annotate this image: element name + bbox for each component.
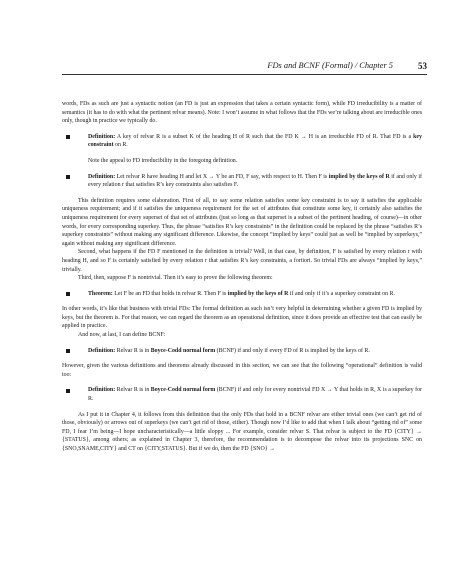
definition-label: Definition: <box>88 173 116 180</box>
definition-label: Definition: <box>88 133 116 140</box>
theorem <box>62 290 422 299</box>
definition-text: (BCNF) if and only if every FD of R is implied by the keys of R. <box>215 347 370 354</box>
definition-text: Let relvar R have heading H and let X → Y be an FD, F say, with respect to H. Then F is <box>116 173 329 180</box>
note-paragraph: Note the appeal to FD irreducibility in the foregoing definition. <box>88 157 238 164</box>
theorem-term: implied by the keys of R <box>227 290 289 297</box>
definition-bcnf-operational <box>62 386 422 403</box>
definition-term: Boyce-Codd normal form <box>150 347 216 354</box>
header-title: FDs and BCNF (Formal) / Chapter 5 <box>267 61 393 70</box>
definition-term: implied by the keys of R <box>328 173 390 180</box>
definition-text: Relvar R is in <box>116 347 151 354</box>
paragraph: Second, what happens if the FD F mentioned in the definition is trivial? Well, in that case, by definition, F is satisfied by every relation r with heading H, and so F is certainly satisfied by every relation r that satisfies R’s key constraints, a fortiori. So trivial FDs are always “implied by keys,” trivially. <box>62 249 422 273</box>
definition-label: Definition: <box>88 347 116 354</box>
definition-implied-by-keys <box>62 173 422 190</box>
definition-text: on R. <box>113 142 128 149</box>
bullet-icon <box>66 292 70 296</box>
paragraph: In other words, it’s like that business with trivial FDs: The formal definition as such isn’t very helpful in determining whether a given FD is implied by keys, but the theorem is. For that reason, we can regard the theorem as an operational definition, since it does provide an effective test that can easily be applied in practice. <box>62 306 422 330</box>
paragraph: As I put it in Chapter 4, it follows from this definition that the only FDs that hold in a BCNF relvar are either trivial ones (we can’t get rid of those, obviously) or arrows out of superkeys (we can’t get rid of those, either). Though now I’d like to add that when I talk about “getting rid of” some FD, I fear I’m being—I hope uncharacteristically—a little sloppy ... For example, consider relvar S. That relvar is subject to the FD {CITY} → {STATUS}, among others; as explained in Chapter 3, therefore, the recommendation is to decompose the relvar into its projections SNC on {SNO,SNAME,CITY} and CT on {CITY,STATUS}. But if we do, then the FD {SNO} → <box>62 411 422 452</box>
bullet-icon <box>66 135 70 139</box>
definition-text: Relvar R is in <box>116 387 151 394</box>
definition-term: key constraint <box>88 133 422 149</box>
bullet-icon <box>66 389 70 393</box>
definition-bcnf <box>62 347 422 356</box>
definition-key <box>62 133 422 150</box>
definition-text: (BCNF) if and only for every nontrivial FD X → Y that holds in R, X is a superkey for R. <box>88 387 422 403</box>
paragraph: This definition requires some elaboration. First of all, to say some relation satisfies some key constraint is to say it satisfies the applicable uniqueness requirement; and if it satisfies the uniqueness requirement for the set of attributes that constitute some key, it certainly also satisfies the uniqueness requirement for every superset of that set of attributes (just so long as that superset is a subset of the pertinent heading, of course)—in other words, for every corresponding superkey. Thus, the phrase “satisfies R’s key constraints” in the definition could be replaced by the phrase “satisfies R’s superkey constraints” without making any significant difference. Likewise, the concept “implied by keys” could just as well be “implied by superkeys,” again without making any significant difference. <box>62 197 422 247</box>
paragraph: words, FDs as such are just a syntactic notion (an FD is just an expression that takes a certain syntactic form), while FD irreducibility is a matter of semantics (it has to do with what the pertinent relvar means). Note: I won’t assume in what follows that the FDs we’re talking about are irreducible ones only, though in practice we typically do. <box>62 101 422 125</box>
theorem-label: Theorem: <box>88 290 113 297</box>
definition-term: Boyce-Codd normal form <box>150 387 216 394</box>
theorem-text: if and only if it’s a superkey constraint on R. <box>288 290 395 297</box>
bullet-icon <box>66 349 70 353</box>
definition-label: Definition: <box>88 387 116 394</box>
paragraph: Third, then, suppose F is nontrivial. Then it’s easy to prove the following theorem: <box>78 275 273 282</box>
paragraph: However, given the various definitions and theorems already discussed in this section, we can see that the following “operational” definition is valid too: <box>62 363 422 378</box>
paragraph: And now, at last, I can define BCNF: <box>78 332 166 339</box>
definition-text: if and only if every relation r that satisfies R’s key constraints also satisfies F. <box>88 173 422 189</box>
theorem-text: Let F be an FD that holds in relvar R. Then F is <box>114 290 228 297</box>
page-number: 53 <box>418 60 427 71</box>
bullet-icon <box>66 175 70 179</box>
definition-text: A key of relvar R is a subset K of the heading H of R such that the FD K → H is an irreducible FD of R. That FD is a <box>116 133 414 140</box>
running-header <box>62 61 427 75</box>
body-text <box>62 100 422 454</box>
